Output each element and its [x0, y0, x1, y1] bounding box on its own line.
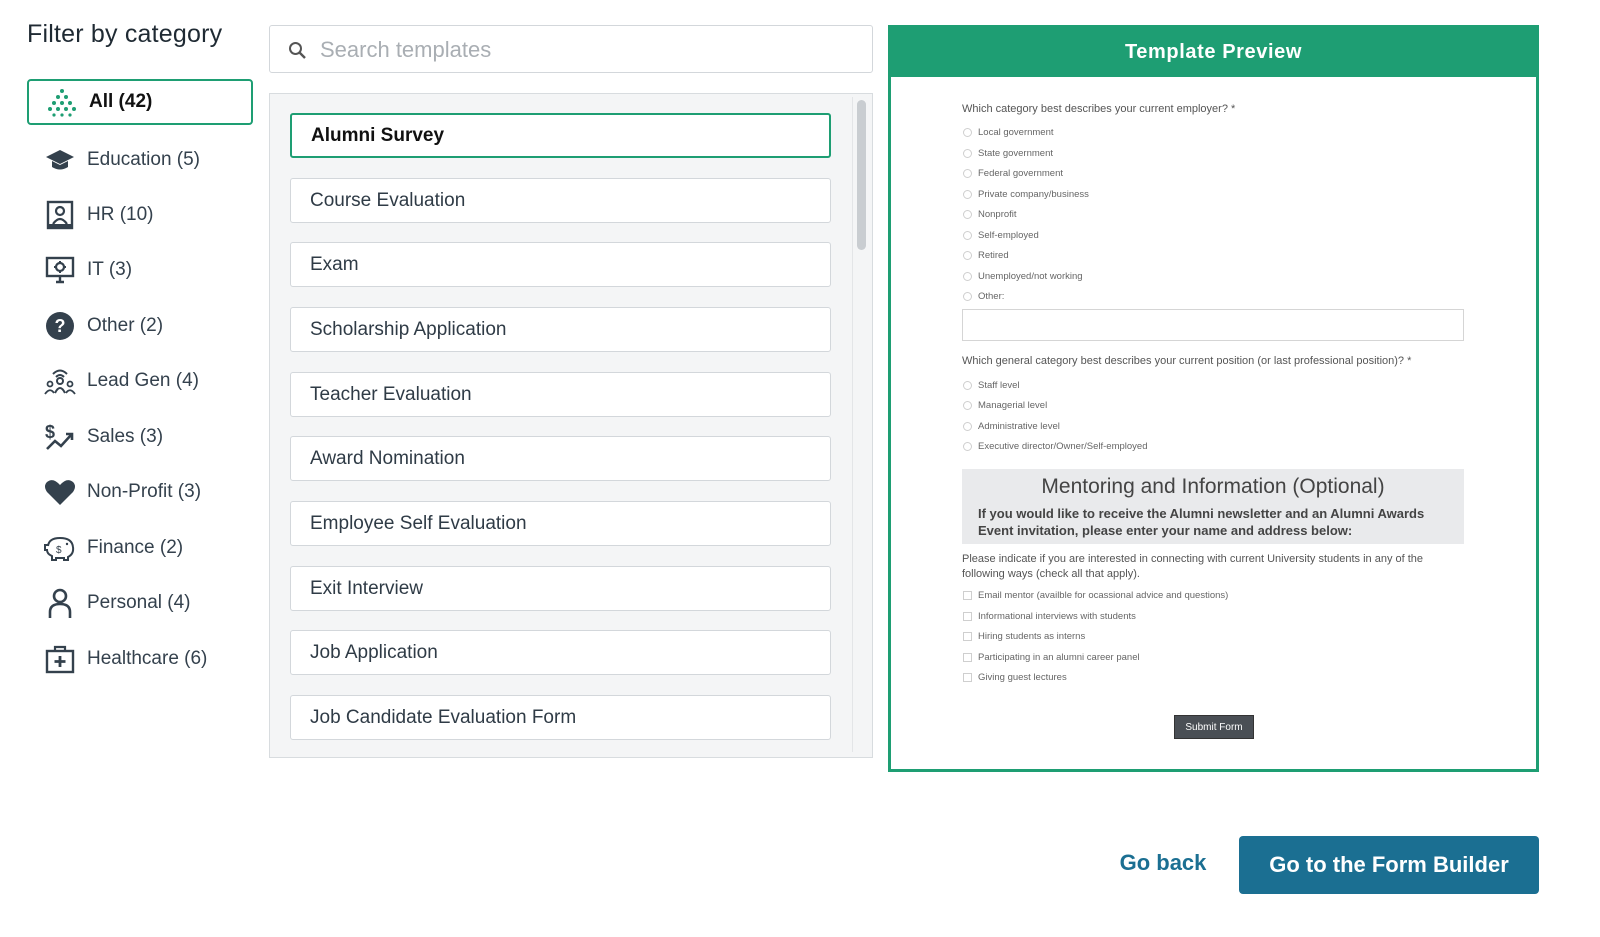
template-item-employee-self-evaluation[interactable] [290, 501, 831, 546]
go-to-form-builder-button[interactable]: Go to the Form Builder [1239, 836, 1539, 894]
section-subtitle: If you would like to receive the Alumni newsletter and an Alumni Awards Event invitation, please enter your name and address below: [978, 506, 1425, 538]
checkbox-option[interactable]: Giving guest lectures [963, 672, 1067, 683]
category-healthcare[interactable] [27, 636, 253, 682]
template-label: Employee Self Evaluation [310, 512, 527, 534]
other-text-field[interactable] [962, 309, 1464, 341]
category-label: Sales (3) [87, 426, 164, 447]
template-label: Alumni Survey [311, 124, 445, 146]
category-label: Other (2) [87, 315, 164, 336]
category-label: Non-Profit (3) [87, 481, 202, 502]
sidebar-title: Filter by category [27, 20, 223, 48]
template-label: Exit Interview [310, 577, 423, 599]
category-finance[interactable] [27, 525, 253, 571]
checkbox-option[interactable]: Informational interviews with students [963, 611, 1136, 622]
go-back-button[interactable]: Go back [1119, 850, 1207, 875]
template-label: Teacher Evaluation [310, 383, 472, 405]
template-label: Job Application [310, 641, 438, 663]
category-education[interactable] [27, 137, 253, 183]
search-icon [288, 41, 308, 61]
category-label: Personal (4) [87, 592, 191, 613]
dollar-trend-icon [43, 420, 77, 454]
radio-option[interactable]: Private company/business [963, 189, 1089, 200]
template-item-scholarship-application[interactable] [290, 307, 831, 352]
template-item-alumni-survey[interactable] [290, 113, 831, 158]
template-label: Award Nomination [310, 447, 465, 469]
category-lead-gen[interactable] [27, 358, 253, 404]
search-box[interactable] [269, 25, 873, 73]
category-label: Healthcare (6) [87, 648, 208, 669]
radio-option[interactable]: Executive director/Owner/Self-employed [963, 441, 1148, 452]
template-list[interactable] [269, 93, 873, 758]
category-all[interactable] [27, 79, 253, 125]
graduation-cap-icon [43, 143, 77, 177]
template-item-exam[interactable] [290, 242, 831, 287]
category-personal[interactable] [27, 580, 253, 626]
submit-form-button[interactable]: Submit Form [1174, 715, 1254, 739]
template-item-teacher-evaluation[interactable] [290, 372, 831, 417]
category-label: Education (5) [87, 149, 201, 170]
people-signal-icon [43, 364, 77, 398]
template-label: Job Candidate Evaluation Form [310, 706, 577, 728]
category-label: All (42) [89, 91, 153, 112]
scrollbar-thumb[interactable] [857, 100, 866, 250]
category-label: HR (10) [87, 204, 154, 225]
radio-option[interactable]: Staff level [963, 380, 1020, 391]
template-label: Exam [310, 253, 359, 275]
question-position: Which general category best describes your current position (or last professional position)? * [962, 355, 1412, 367]
radio-option[interactable]: State government [963, 148, 1053, 159]
template-label: Course Evaluation [310, 189, 466, 211]
radio-option[interactable]: Nonprofit [963, 209, 1017, 220]
category-non-profit[interactable] [27, 469, 253, 515]
radio-option[interactable]: Other: [963, 291, 1004, 302]
template-item-job-candidate-evaluation-form[interactable] [290, 695, 831, 740]
medical-kit-icon [43, 642, 77, 676]
category-hr[interactable] [27, 192, 253, 238]
checkbox-option[interactable]: Hiring students as interns [963, 631, 1085, 642]
question-interest: Please indicate if you are interested in connecting with current University students in any of the following ways (check all that apply). [962, 553, 1424, 580]
category-label: Finance (2) [87, 537, 184, 558]
section-title: Mentoring and Information (Optional) [1041, 475, 1385, 498]
section-header [962, 469, 1464, 544]
radio-option[interactable]: Self-employed [963, 230, 1039, 241]
template-item-award-nomination[interactable] [290, 436, 831, 481]
checkbox-option[interactable]: Participating in an alumni career panel [963, 652, 1140, 663]
template-preview [888, 25, 1539, 772]
category-sales[interactable] [27, 414, 253, 460]
question-circle-icon [43, 309, 77, 343]
template-item-job-application[interactable] [290, 630, 831, 675]
category-label: Lead Gen (4) [87, 370, 199, 391]
all-dots-icon [45, 85, 79, 119]
template-label: Scholarship Application [310, 318, 507, 340]
search-input[interactable] [318, 34, 852, 66]
category-other[interactable] [27, 303, 253, 349]
svg-text:$: $ [56, 545, 62, 556]
svg-text:$: $ [45, 422, 56, 442]
category-it[interactable] [27, 247, 253, 293]
id-badge-icon [43, 198, 77, 232]
question-employer: Which category best describes your current employer? * [962, 103, 1236, 115]
checkbox-option[interactable]: Email mentor (availble for ocassional advice and questions) [963, 590, 1228, 601]
radio-option[interactable]: Administrative level [963, 421, 1060, 432]
radio-option[interactable]: Unemployed/not working [963, 271, 1083, 282]
piggy-bank-icon [43, 531, 77, 565]
radio-option[interactable]: Retired [963, 250, 1009, 261]
template-item-exit-interview[interactable] [290, 566, 831, 611]
heart-icon [43, 475, 77, 509]
preview-header: Template Preview [891, 28, 1536, 77]
scrollbar[interactable] [852, 97, 867, 752]
monitor-gear-icon [43, 253, 77, 287]
svg-text:?: ? [54, 316, 66, 336]
radio-option[interactable]: Federal government [963, 168, 1063, 179]
person-icon [43, 586, 77, 620]
category-label: IT (3) [87, 259, 133, 280]
radio-option[interactable]: Local government [963, 127, 1054, 138]
template-item-course-evaluation[interactable] [290, 178, 831, 223]
radio-option[interactable]: Managerial level [963, 400, 1047, 411]
